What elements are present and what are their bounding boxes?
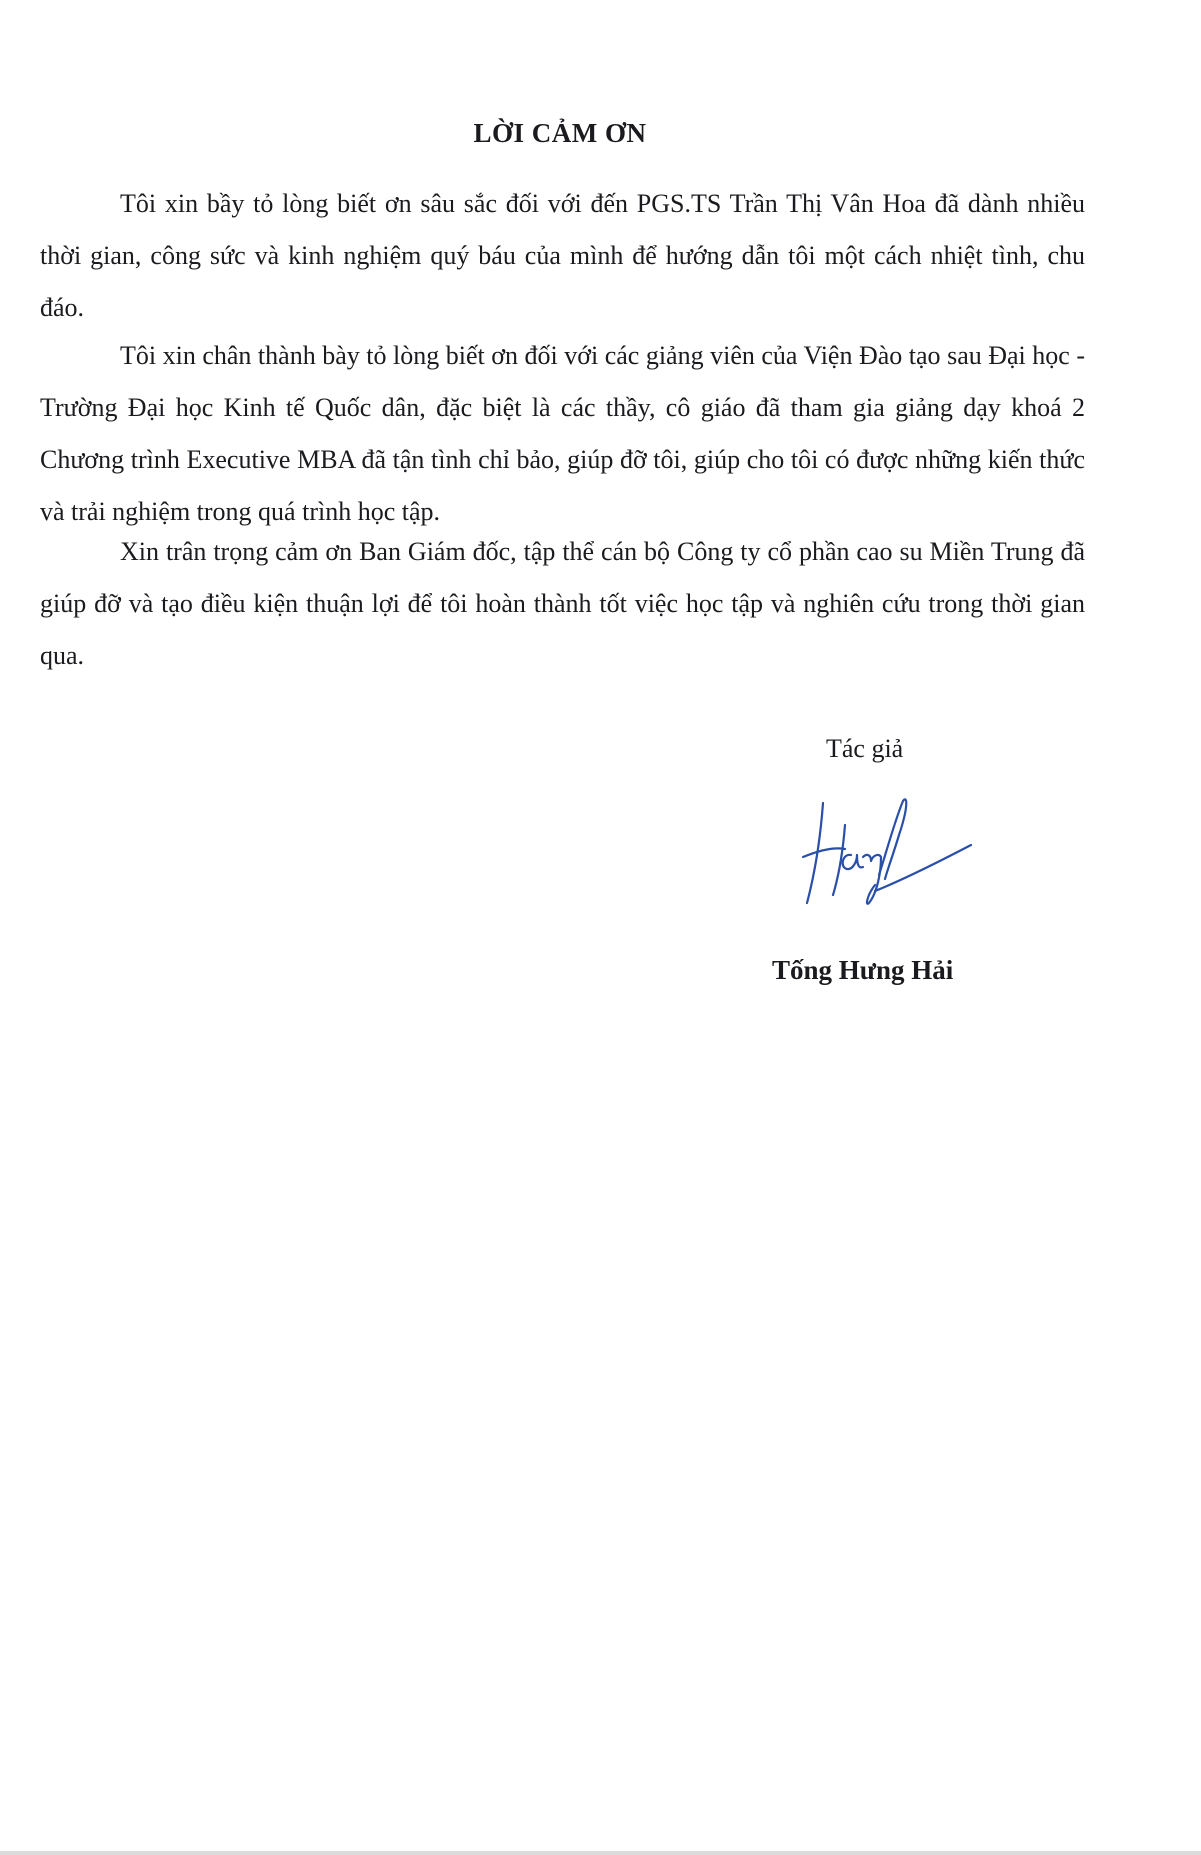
page-title: LỜI CẢM ƠN [473, 118, 647, 148]
acknowledgement-paragraph-1: Tôi xin bầy tỏ lòng biết ơn sâu sắc đối với đến PGS.TS Trần Thị Vân Hoa đã dành nhiều thời gian, công sức và kinh nghiệm quý báu của mình để hướng dẫn tôi một cách nhiệt tình, chu đáo. [40, 189, 1085, 322]
acknowledgement-paragraph-3: Xin trân trọng cảm ơn Ban Giám đốc, tập thể cán bộ Công ty cổ phần cao su Miền Trung đã giúp đỡ và tạo điều kiện thuận lợi để tôi hoàn thành tốt việc học tập và nghiên cứu trong thời gian qua. [40, 537, 1085, 670]
closing-label: Tác giả [826, 734, 904, 763]
signature-icon [795, 795, 975, 915]
acknowledgement-paragraph-2: Tôi xin chân thành bày tỏ lòng biết ơn đối với các giảng viên của Viện Đào tạo sau Đại học - Trường Đại học Kinh tế Quốc dân, đặc biệt là các thầy, cô giáo đã tham gia giảng dạy khoá 2 Chương trình Executive MBA đã tận tình chỉ bảo, giúp đỡ tôi, giúp cho tôi có được những kiến thức và trải nghiệm trong quá trình học tập. [40, 341, 1085, 526]
author-name: Tống Hưng Hải [772, 955, 954, 985]
page-bottom-edge [0, 1851, 1201, 1855]
